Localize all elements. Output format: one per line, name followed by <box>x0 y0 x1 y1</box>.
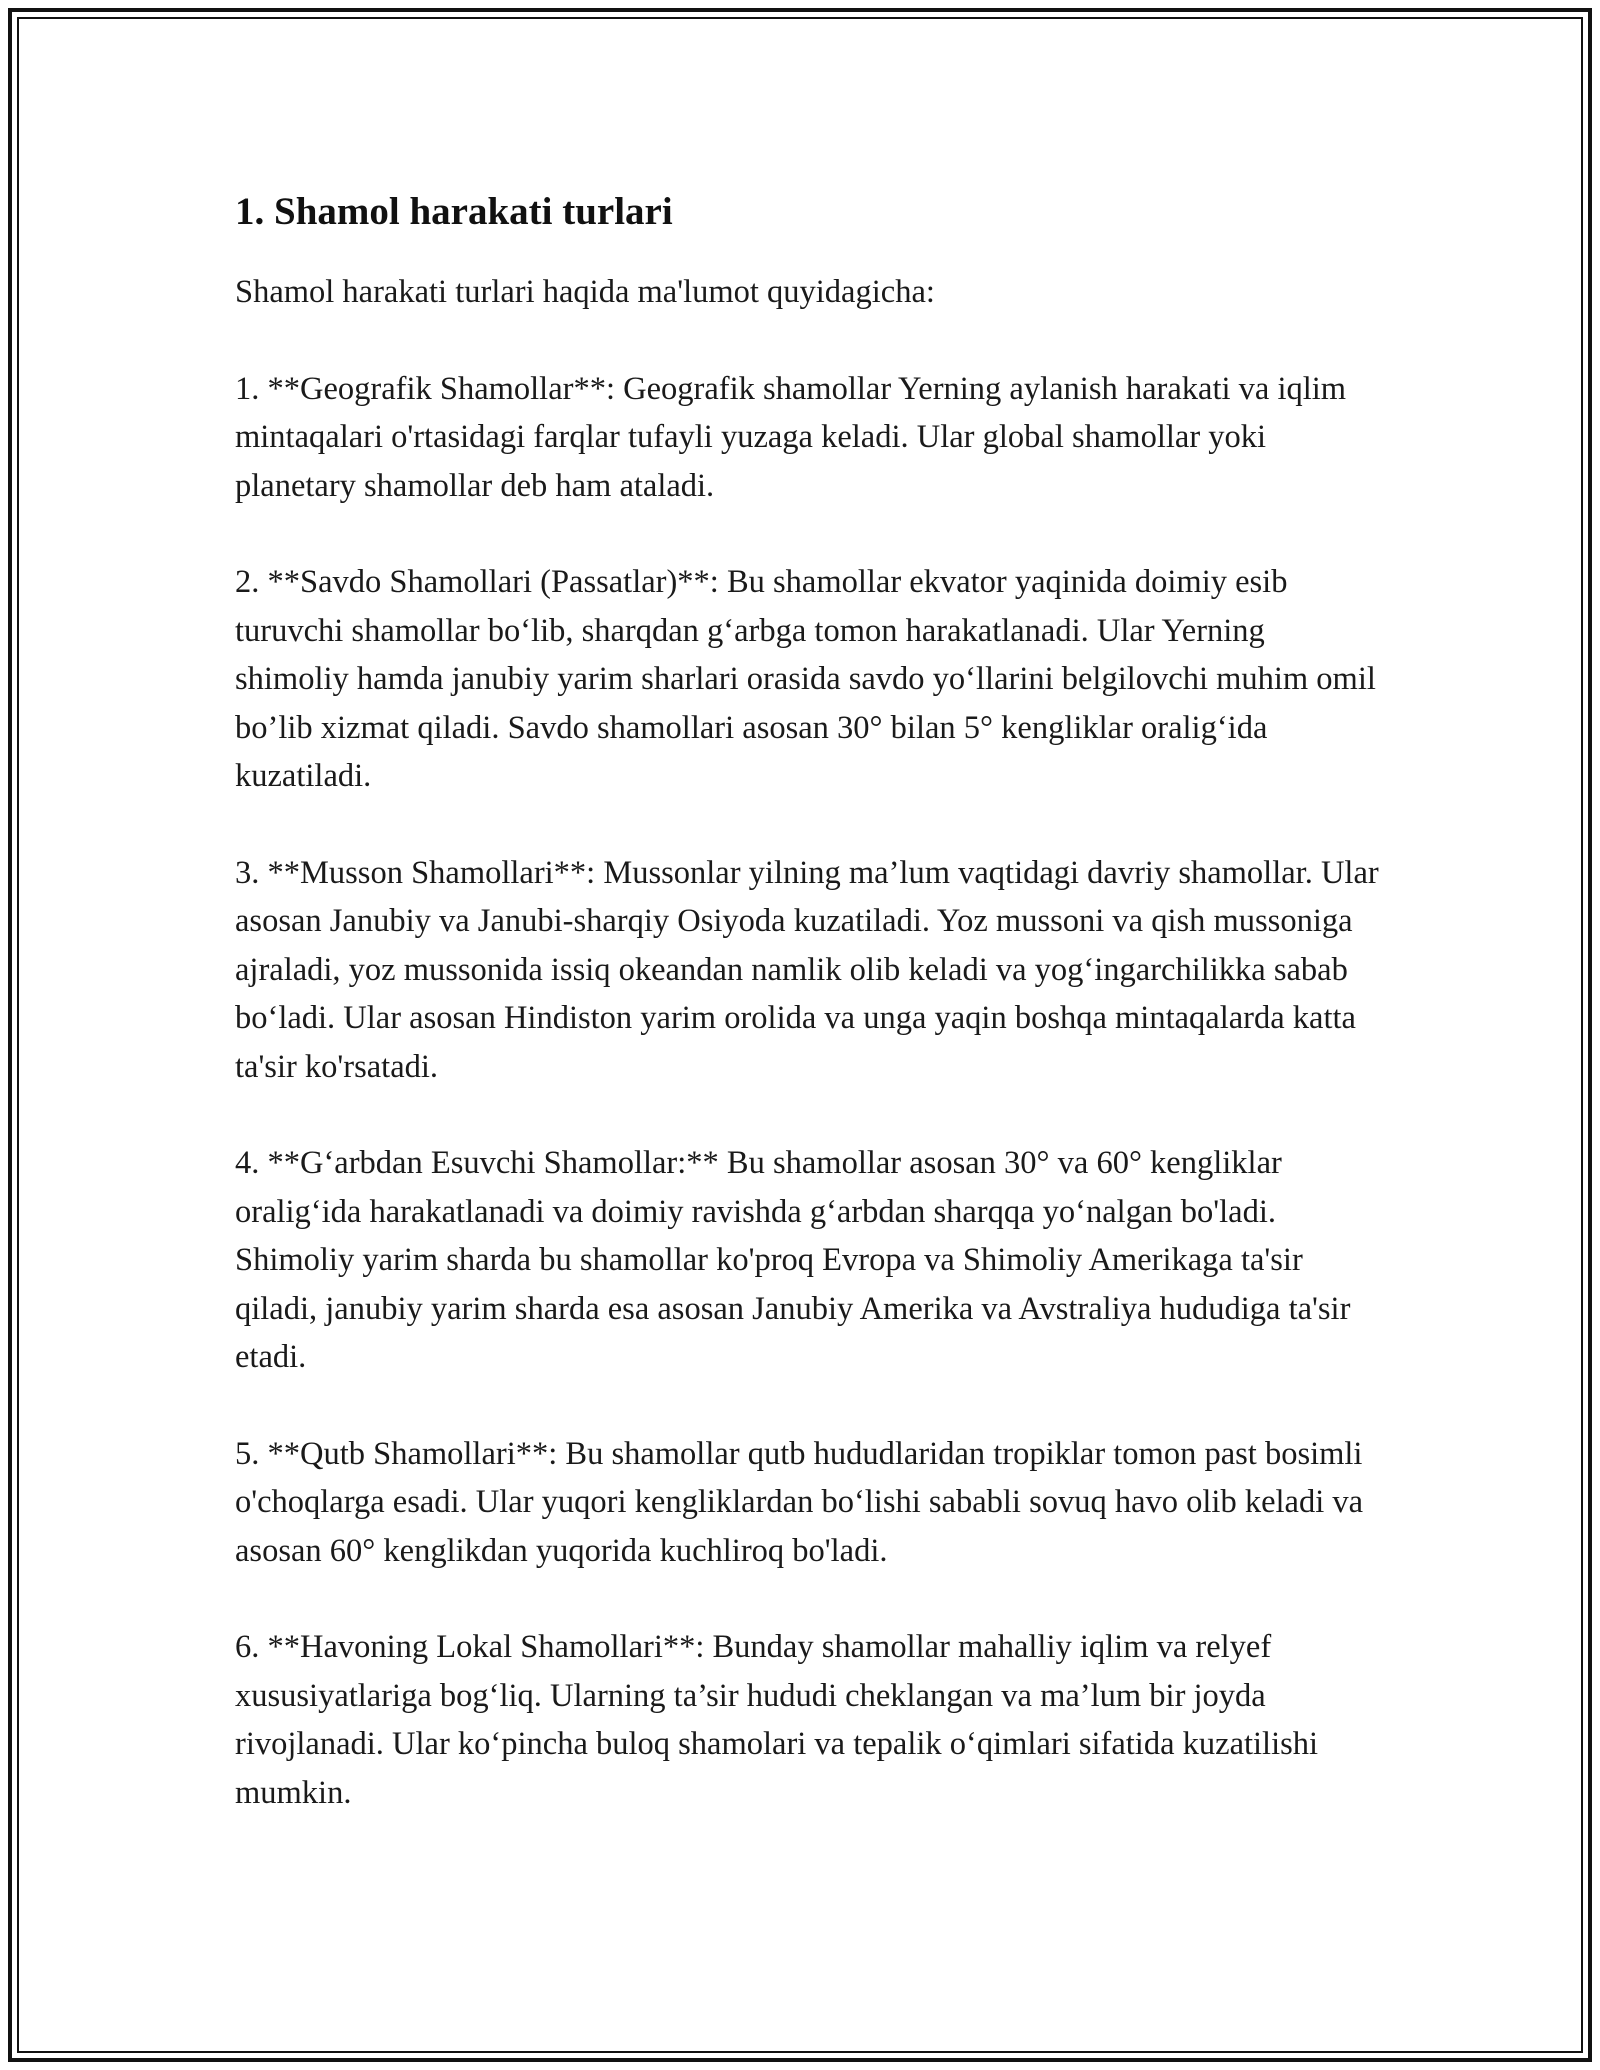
document-title: 1. Shamol harakati turlari <box>235 190 673 233</box>
paragraph-geografik: 1. **Geografik Shamollar**: Geografik shamollar Yerning aylanish harakati va iqlim mintaqalari o'rtasidagi farqlar tufayli yuzaga keladi. Ular global shamollar yoki planetary shamollar deb ham ataladi. <box>235 370 1347 504</box>
paragraph-savdo: 2. **Savdo Shamollari (Passatlar)**: Bu shamollar ekvator yaqinida doimiy esib turuvchi shamollar bo‘lib, sharqdan g‘arbga tomon harakatlanadi. Ular Yerning shimoliy hamda janubiy yarim sharlari orasida savdo yo‘llarini belgilovchi muhim omil bo’lib xizmat qiladi. Savdo shamollari asosan 30° bilan 5° kengliklar oralig‘ida kuzatiladi. <box>235 564 1376 794</box>
paragraph-garbdan: 4. **G‘arbdan Esuvchi Shamollar:** Bu shamollar asosan 30° va 60° kengliklar oralig‘ida harakatlanadi va doimiy ravishda g‘arbdan sharqqa yo‘nalgan bo'ladi. Shimoliy yarim sharda bu shamollar ko'proq Evropa va Shimoliy Amerikaga ta'sir qiladi, janubiy yarim sharda esa asosan Janubiy Amerika va Avstraliya hududiga ta'sir etadi. <box>235 1145 1351 1375</box>
paragraph-qutb: 5. **Qutb Shamollari**: Bu shamollar qutb hududlaridan tropiklar tomon past bosimli o'choqlarga esadi. Ular yuqori kengliklardan bo‘lishi sababli sovuq havo olib keladi va asosan 60° kenglikdan yuqorida kuchliroq bo'ladi. <box>235 1435 1364 1569</box>
paragraph-lokal: 6. **Havoning Lokal Shamollari**: Bunday shamollar mahalliy iqlim va relyef xususiyatlariga bog‘liq. Ularning ta’sir hududi cheklangan va ma’lum bir joyda rivojlanadi. Ular ko‘pincha buloq shamolari va tepalik o‘qimlari sifatida kuzatilishi mumkin. <box>235 1629 1319 1811</box>
document-body <box>235 186 1385 1865</box>
paragraph-musson: 3. **Musson Shamollari**: Mussonlar yilning ma’lum vaqtidagi davriy shamollar. Ular asosan Janubiy va Janubi-sharqiy Osiyoda kuzatiladi. Yoz mussoni va qish mussoniga ajraladi, yoz mussonida issiq okeandan namlik olib keladi va yog‘ingarchilikka sabab bo‘ladi. Ular asosan Hindiston yarim orolida va unga yaqin boshqa mintaqalarda katta ta'sir ko'rsatadi. <box>235 854 1379 1085</box>
intro-text: Shamol harakati turlari haqida ma'lumot quyidagicha: <box>235 274 935 310</box>
